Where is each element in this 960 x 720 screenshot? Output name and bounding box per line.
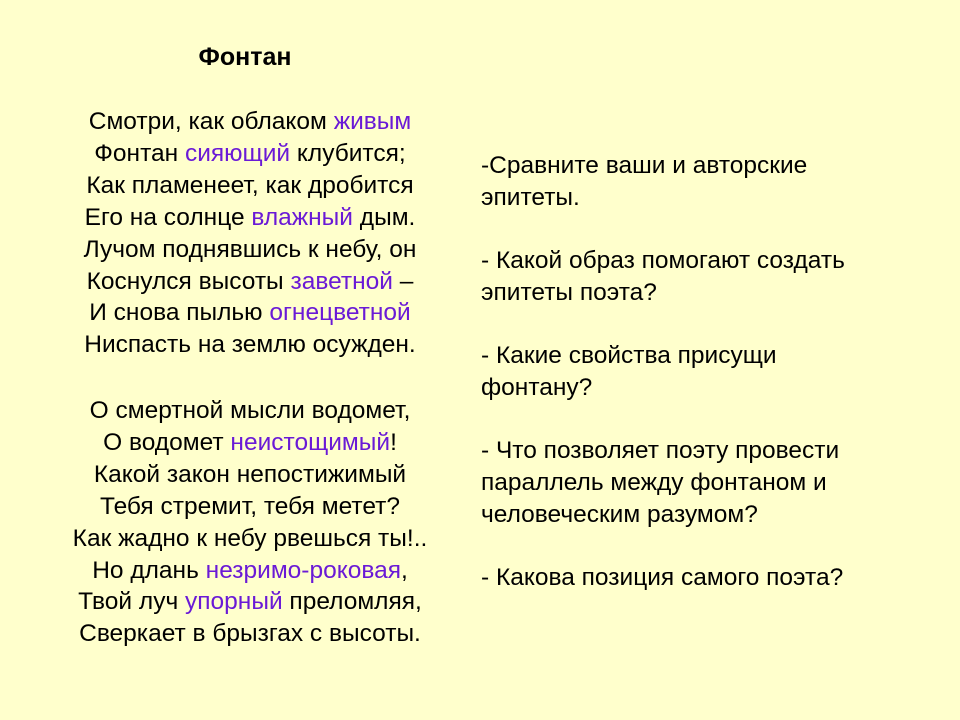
poem-line	[20, 234, 480, 266]
poem-text: Сверкает в брызгах с высоты.	[79, 620, 421, 648]
poem-line	[20, 555, 480, 587]
poem-text: Как пламенеет, как дробится	[86, 171, 414, 199]
poem-line	[20, 459, 480, 491]
questions-list	[481, 150, 941, 625]
highlighted-epithet: огнецветной	[269, 299, 411, 327]
poem-line	[20, 138, 480, 170]
highlighted-epithet: неистощимый	[230, 428, 391, 456]
question-item: - Что позволяет поэту провести параллель между фонтаном и человеческим разумом?	[481, 437, 840, 528]
highlighted-epithet: незримо-роковая	[205, 556, 401, 584]
poem-line	[20, 297, 480, 329]
poem-text: О водомет	[103, 428, 231, 456]
highlighted-epithet: влажный	[251, 203, 353, 231]
poem-text: преломляя,	[282, 588, 422, 616]
poem-text: Как жадно к небу рвешься ты!..	[72, 524, 428, 552]
poem-text: И снова пылью	[89, 299, 270, 327]
poem-text: Твой луч	[78, 588, 186, 616]
poem-line	[20, 395, 480, 427]
poem-line	[20, 266, 480, 298]
poem-text: Но длань	[92, 556, 206, 584]
poem-stanza-2	[20, 395, 480, 650]
highlighted-epithet: заветной	[290, 267, 393, 295]
poem-text: Коснулся высоты	[86, 267, 291, 295]
poem-text: Ниспасть на землю осужден.	[84, 331, 416, 359]
highlighted-epithet: упорный	[185, 588, 283, 616]
poem-text: Какой закон непостижимый	[93, 460, 407, 488]
highlighted-epithet: живым	[333, 108, 412, 135]
poem-text: ,	[400, 556, 408, 584]
poem-line	[20, 618, 480, 650]
poem-text: –	[392, 267, 414, 295]
poem-line	[20, 170, 480, 202]
poem-title: Фонтан	[198, 43, 292, 71]
poem-stanza-1	[20, 106, 480, 361]
highlighted-epithet: сияющий	[184, 139, 291, 167]
poem-text: !	[390, 428, 397, 456]
poem-line	[20, 106, 480, 138]
question-item: - Какой образ помогают создать эпитеты поэта?	[481, 247, 845, 306]
poem-line	[20, 586, 480, 618]
poem-line	[20, 202, 480, 234]
poem-line	[20, 523, 480, 555]
question-item: - Какие свойства присущи фонтану?	[481, 342, 777, 401]
question-item: - Какова позиция самого поэта?	[481, 564, 844, 591]
poem-text: Его на солнце	[84, 203, 252, 231]
poem-text: клубится;	[290, 139, 406, 167]
poem-text: Фонтан	[94, 139, 185, 167]
poem-text: Лучом поднявшись к небу, он	[83, 235, 417, 263]
poem-line	[20, 427, 480, 459]
poem-text: О смертной мысли водомет,	[89, 397, 411, 424]
poem-text: дым.	[352, 203, 416, 231]
poem-line	[20, 329, 480, 361]
poem-text: Тебя стремит, тебя метет?	[99, 492, 400, 520]
poem-text: Смотри, как облаком	[88, 108, 334, 135]
poem-line	[20, 491, 480, 523]
question-item: -Сравните ваши и авторские эпитеты.	[481, 152, 808, 211]
